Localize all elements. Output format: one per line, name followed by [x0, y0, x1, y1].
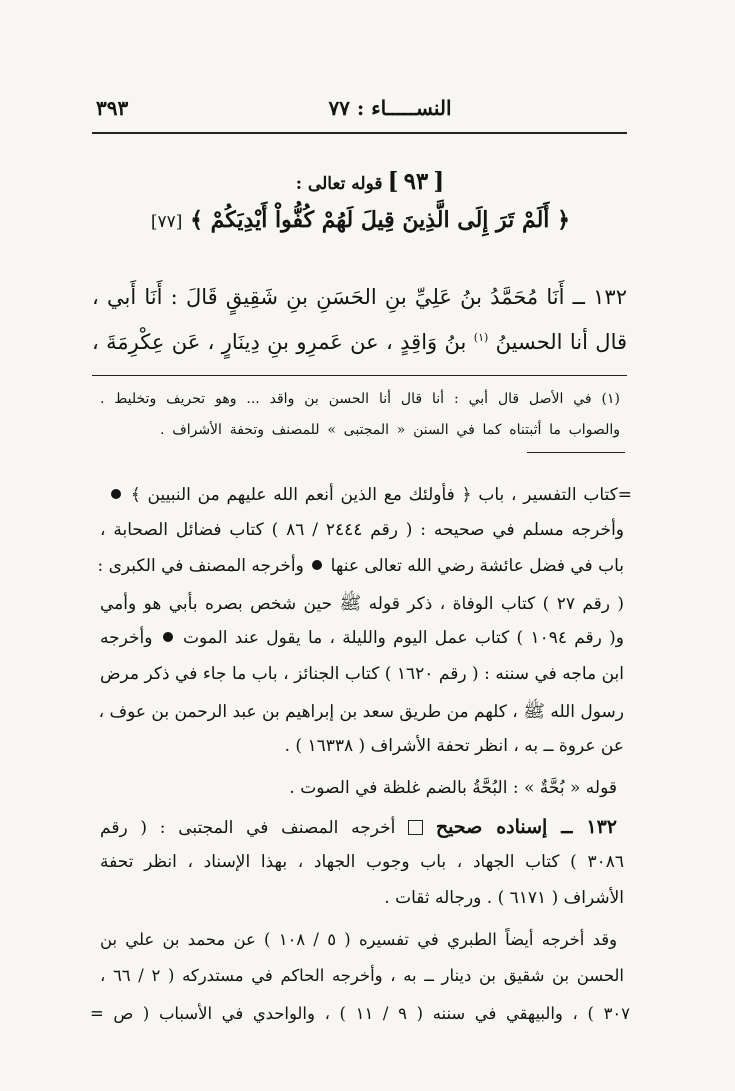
commentary-line-7: [100, 700, 624, 726]
verse-text: أَلَمْ تَرَ إِلَى الَّذِينَ قِيلَ لَهُمْ كُفُّواْ أَيْدِيَكُمْ: [210, 207, 550, 233]
section-label: قوله تعالى :: [295, 174, 383, 194]
commentary-line-15-text: ٣٠٧ ) ، والبيهقي في سننه ( ٩ / ١١ ) ، والواحدي في الأسباب ( ص =: [90, 1004, 630, 1023]
commentary-line-9: [100, 778, 617, 798]
commentary-line-14: [100, 966, 624, 985]
bullet-icon: [163, 632, 173, 642]
commentary-line-2: [100, 520, 624, 540]
page-number: [96, 96, 176, 120]
running-title-text: النســـــاء : ٧٧: [328, 96, 452, 120]
verse-line: [150, 207, 570, 233]
verse-open: ﴿: [557, 207, 570, 233]
commentary-line-5-b: وأخرجه: [100, 628, 153, 648]
hadith-line-1: [92, 285, 627, 309]
hadith-line-2-b: بنُ وَاقِدٍ ، عن عَمرِو بنِ دِينَارٍ ، عَن عِكْرِمَةَ ،: [92, 330, 467, 354]
commentary-line-2-text: وأخرجه مسلم في صحيحه : ( رقم ٢٤٤٤ / ٨٦ ) كتاب فضائل الصحابة ،: [100, 520, 625, 540]
bullet-icon: [111, 489, 121, 499]
commentary-line-3-a: باب في فضل عائشة رضي الله تعالى عنها: [330, 556, 624, 576]
commentary-line-7-b: ، كلهم من طريق سعد بن إبراهيم بن عبد الرحمن بن عوف ،: [98, 702, 518, 722]
bracket-open: [: [433, 168, 445, 195]
commentary-line-15: [90, 1004, 630, 1023]
salawat-ligature: ﷺ: [523, 701, 545, 722]
commentary-line-11: [100, 852, 624, 872]
hadith-line-2-a: قال أنا الحسينُ: [495, 330, 627, 354]
header-rule: [92, 132, 627, 134]
commentary-line-10: [100, 816, 617, 838]
commentary-line-5: [100, 628, 624, 648]
footnote-line-1-text: (١) في الأصل قال أبي : أنا قال أنا الحسن بن واقد ... وهو تحريف وتخليط .: [100, 391, 620, 407]
footnote-line-2-text: والصواب ما أثبتناه كما في السنن « المجتبى » للمصنف وتحفة الأشراف .: [160, 422, 620, 438]
commentary-line-7-a: رسول الله: [550, 702, 624, 722]
commentary-line-1: [108, 484, 632, 505]
footnote-marker: (١): [473, 331, 489, 344]
commentary-line-12: [100, 888, 624, 908]
commentary-line-5-a: و( رقم ١٠٩٤ ) كتاب عمل اليوم والليلة ، ما يقول عند الموت: [182, 628, 624, 648]
commentary-line-12-text: الأشراف ( ٦١٧١ ) . ورجاله ثقات .: [384, 888, 624, 908]
salawat-ligature: ﷺ: [339, 593, 362, 614]
commentary-line-9-text: قوله « بُحَّةٌ » : البُحَّةُ بالضم غلظة في الصوت .: [289, 778, 617, 798]
verse-close: ﴾: [190, 207, 203, 233]
section-number: ٩٣: [403, 168, 429, 195]
commentary-line-8: [100, 736, 624, 756]
footnote-line-1: [100, 391, 620, 407]
section-heading: [240, 168, 500, 195]
commentary-line-8-text: عن عروة ــ به ، انظر تحفة الأشراف ( ١٦٣٣٨ ) .: [284, 736, 624, 756]
bracket-close: ]: [387, 168, 399, 195]
hadith-line-2: [92, 330, 627, 354]
isnad-heading: ١٣٢ ــ إسناده صحيح: [435, 816, 617, 838]
commentary-line-14-text: الحسن بن شقيق بن دينار ــ به ، وأخرجه الحاكم في مستدركه ( ٢ / ٦٦ ،: [100, 966, 624, 985]
commentary-line-6-text: ابن ماجه في سننه : ( رقم ١٦٢٠ ) كتاب الجنائز ، باب ما جاء في ذكر مرض: [100, 664, 625, 684]
bullet-icon: [312, 560, 322, 570]
hadith-line-1-text: ١٣٢ ــ أَنَا مُحَمَّدُ بنُ عَلِيِّ بنِ الحَسَنِ بنِ شَقِيقٍ قَالَ : أَنَا أَبي ،: [92, 285, 627, 309]
page-number-text: ٣٩٣: [96, 96, 129, 120]
commentary-line-11-text: ٣٠٨٦ ) كتاب الجهاد ، باب وجوب الجهاد ، بهذا الإسناد ، انظر تحفة: [100, 852, 624, 872]
footnote-underline: [527, 452, 625, 453]
commentary-line-4-b: حين شخص بصره بأبي هو وأمي: [100, 594, 333, 614]
footnote-line-2: [160, 422, 620, 438]
commentary-line-13: [100, 930, 617, 949]
commentary-line-10-b: أخرجه المصنف في المجتبى : ( رقم: [100, 818, 396, 838]
commentary-line-6: [100, 664, 624, 684]
running-title: [290, 96, 490, 120]
footnote-rule: [92, 375, 627, 376]
verse-reference: [٧٧]: [150, 212, 183, 232]
commentary-line-4-a: ( رقم ٢٧ ) كتاب الوفاة ، ذكر قوله: [368, 594, 625, 614]
commentary-line-4: [100, 592, 624, 618]
commentary-line-3: [97, 556, 624, 576]
commentary-line-1-text: =كتاب التفسير ، باب ﴿ فأولئك مع الذين أنعم الله عليهم من النبيين ﴾: [130, 485, 632, 505]
commentary-line-13-text: وقد أخرجه أيضاً الطبري في تفسيره ( ٥ / ١٠٨ ) عن محمد بن علي بن: [100, 930, 617, 949]
square-marker-icon: [408, 820, 423, 835]
commentary-line-3-b: وأخرجه المصنف في الكبرى :: [97, 556, 304, 576]
